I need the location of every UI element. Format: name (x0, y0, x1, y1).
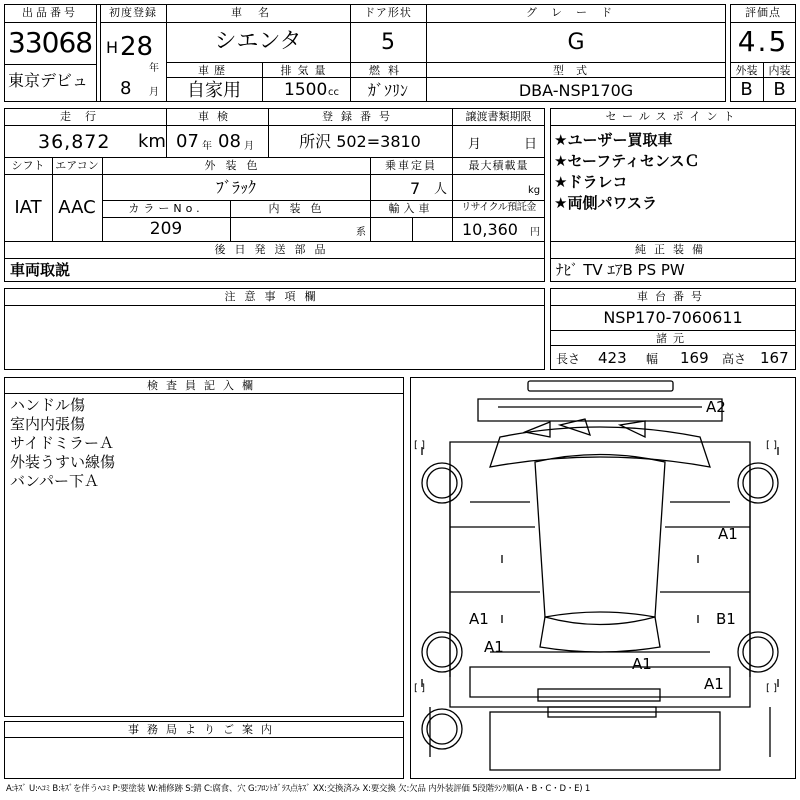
transfer-day-unit: 日 (524, 137, 538, 152)
specs-label: 諸元 (656, 332, 690, 345)
ext-color-label: 外装色 (204, 159, 268, 172)
exterior-label: 外装 (735, 64, 758, 77)
kg-unit: kg (528, 185, 541, 196)
month-value: 8 (120, 78, 132, 99)
car-name-label: 車名 (231, 6, 285, 19)
aircon-value: AAC (58, 197, 96, 218)
sales-point-item: ★ユーザー買取車 (554, 131, 673, 149)
km-unit: km (138, 131, 166, 152)
recycle-label: リサイクル預託金 (461, 202, 536, 213)
model-code-label: 型式 (553, 64, 599, 77)
insp-year-unit: 年 (202, 141, 212, 152)
mileage-value: 36,872 (38, 131, 111, 153)
door-type-label: ドア形状 (364, 6, 412, 19)
era-value: H (106, 38, 119, 57)
score-value: 4.5 (737, 25, 789, 58)
inspection-label: 車検 (198, 110, 236, 123)
shift-value: IAT (14, 197, 42, 218)
capacity-value: 7 (410, 179, 421, 198)
doors-value: 5 (381, 30, 395, 55)
shift-label: シフト (11, 159, 45, 172)
score-label: 評価点 (745, 6, 781, 19)
height-value: 167 (760, 349, 789, 367)
sales-point-item: ★ドラレコ (554, 173, 628, 191)
yen-unit: 円 (530, 227, 540, 238)
capacity-label: 乗車定員 (385, 159, 437, 172)
sales-point-item: ★両側パワスラ (554, 194, 657, 212)
width-label: 幅 (646, 352, 659, 366)
damage-mark: A1 (632, 655, 652, 673)
spare-wheel (422, 709, 462, 749)
persons-unit: 人 (434, 182, 448, 197)
damage-mark: A1 (704, 675, 724, 693)
cc-unit: cc (328, 87, 339, 98)
wheel-rear-left (422, 632, 462, 672)
insp-month: 08 (218, 131, 241, 152)
height-label: 高さ (722, 352, 747, 366)
equipment-value: ﾅﾋﾞ TV ｴｱB PS PW (556, 261, 685, 279)
plate-label: 登録番号 (322, 110, 398, 123)
inspector-notes-list (10, 396, 115, 491)
wheel-rear-right (738, 632, 778, 672)
inspector-note: 室内内張傷 (10, 415, 86, 433)
car-name-value: シエンタ (214, 29, 302, 54)
office-label: 事務局よりご案内 (128, 723, 280, 736)
mileage-label: 走行 (60, 110, 110, 123)
wheel-front-right (738, 463, 778, 503)
ext-color-value: ﾌﾞﾗｯｸ (215, 178, 256, 197)
transfer-docs-label: 譲渡書類期限 (465, 110, 532, 123)
sales-points-label: セールスポイント (605, 110, 741, 123)
inspector-note: バンパー下Ａ (10, 472, 99, 490)
grade-label: グレード (526, 6, 626, 19)
body-front (490, 427, 710, 467)
inspector-label: 検査員記入欄 (147, 379, 261, 392)
model-code-value: DBA-NSP170G (518, 81, 634, 100)
import-label: 輸入車 (388, 202, 434, 215)
fuel-value: ｶﾞｿﾘﾝ (367, 81, 408, 100)
car-diagram (410, 377, 790, 787)
legend-footer: A:ｷｽﾞ U:ﾍｺﾐ B:ｷｽﾞを伴うﾍｺﾐ P:要塗装 W:補修跡 S:錆 C:腐食、穴 G:ﾌﾛﾝﾄｶﾞﾗｽ点ｷｽﾞ XX:交換済み X:要交換 欠:欠品 内外装評価 5段階ﾗﾝｸ順(A・B・C・D・E) 1 (6, 784, 591, 794)
color-no-label: カラーNo. (128, 202, 204, 215)
inspector-note: サイドミラーＡ (10, 434, 114, 452)
year-unit: 年 (149, 63, 159, 74)
transfer-month-unit: 月 (468, 137, 482, 152)
lot-no-value: 33068 (8, 26, 93, 59)
later-parts-value: 車両取説 (10, 261, 71, 279)
sales-point-item: ★セーフティセンスＣ (554, 152, 700, 170)
trunk-panel (490, 712, 720, 770)
int-color-label: 内装色 (268, 202, 332, 215)
notes-label: 注意事項欄 (224, 290, 325, 303)
aircon-label: エアコン (55, 159, 99, 172)
rear-body (470, 667, 730, 697)
width-value: 169 (680, 349, 709, 367)
color-no-value: 209 (149, 219, 183, 239)
bracket-mark: [ ] (414, 440, 425, 451)
car-history-label: 車歴 (198, 64, 230, 77)
rear-bumper (538, 689, 660, 701)
lot-no-label: 出品番号 (22, 6, 78, 19)
damage-mark: A2 (706, 398, 726, 416)
length-value: 423 (598, 349, 627, 367)
fuel-label: 燃料 (369, 64, 407, 77)
damage-mark: A1 (484, 638, 504, 656)
cabin (535, 455, 665, 618)
displacement-label: 排気量 (280, 64, 332, 77)
insp-month-unit: 月 (244, 141, 254, 152)
chassis-value: NSP170-7060611 (603, 308, 743, 327)
month-unit: 月 (149, 87, 159, 98)
grade-value: G (567, 30, 585, 55)
exterior-grade: B (740, 79, 753, 100)
displacement-value: 1500 (284, 80, 328, 100)
recycle-value: 10,360 (462, 220, 518, 239)
bracket-mark: [ ] (766, 683, 777, 694)
chassis-label: 車台番号 (637, 290, 709, 303)
sales-points-list (554, 130, 699, 214)
car-history-value: 自家用 (187, 80, 241, 101)
inspector-note: 外装うすい線傷 (10, 453, 116, 471)
bracket-mark: [ ] (414, 683, 425, 694)
damage-mark: A1 (718, 525, 738, 543)
interior-grade: B (773, 79, 786, 100)
bracket-mark: [ ] (766, 440, 777, 451)
front-bumper (478, 399, 722, 421)
inspector-note: ハンドル傷 (10, 396, 86, 414)
venue-value: 東京デビュ (8, 71, 89, 90)
year-value: 28 (120, 32, 154, 62)
insp-year: 07 (176, 131, 199, 152)
length-label: 長さ (556, 352, 581, 366)
wheel-front-left (422, 463, 462, 503)
damage-mark: B1 (716, 610, 736, 628)
kei-unit: 系 (356, 227, 366, 238)
equipment-label: 純正装備 (635, 243, 711, 256)
damage-mark: A1 (469, 610, 489, 628)
max-load-label: 最大積載量 (468, 159, 529, 172)
roof-strip (528, 381, 673, 391)
later-parts-label: 後日発送部品 (214, 243, 335, 256)
plate-value: 所沢 502=3810 (299, 132, 421, 151)
interior-label: 内装 (768, 64, 791, 77)
first-reg-label: 初度登録 (109, 6, 157, 19)
